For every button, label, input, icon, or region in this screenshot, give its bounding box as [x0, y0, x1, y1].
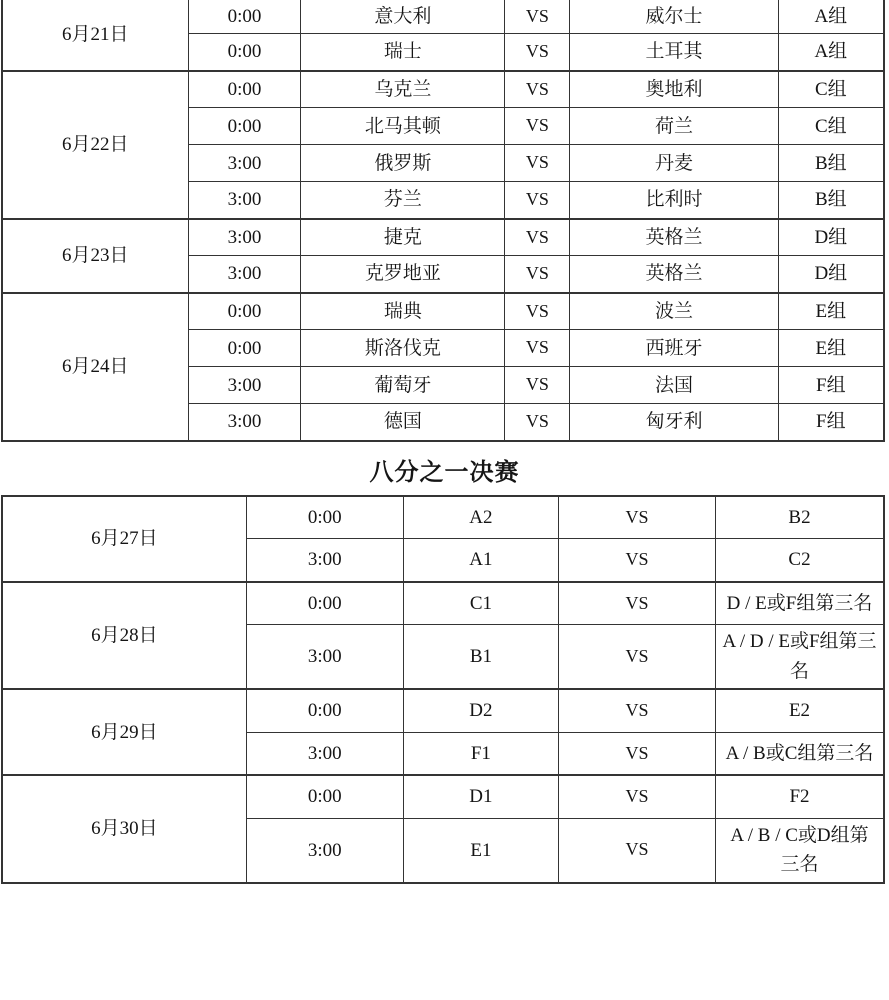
match-row	[2, 496, 884, 539]
away-team-cell: A / B或C组第三名	[716, 732, 885, 775]
group-cell: E组	[778, 293, 884, 330]
away-team-cell: 威尔士	[570, 0, 778, 34]
vs-cell: VS	[505, 71, 570, 108]
vs-cell: VS	[559, 539, 716, 582]
vs-cell: VS	[505, 330, 570, 367]
vs-cell: VS	[505, 404, 570, 441]
date-cell: 6月30日	[2, 775, 246, 882]
home-team-cell: 瑞典	[301, 293, 505, 330]
group-cell: F组	[778, 367, 884, 404]
group-cell: A组	[778, 34, 884, 71]
vs-cell: VS	[559, 732, 716, 775]
vs-cell: VS	[505, 293, 570, 330]
home-team-cell: F1	[403, 732, 558, 775]
date-cell: 6月29日	[2, 689, 246, 775]
time-cell: 0:00	[188, 34, 301, 71]
away-team-cell: 丹麦	[570, 145, 778, 182]
vs-cell: VS	[505, 0, 570, 34]
home-team-cell: B1	[403, 625, 558, 689]
home-team-cell: 克罗地亚	[301, 256, 505, 293]
away-team-cell: 奥地利	[570, 71, 778, 108]
away-team-cell: D / E或F组第三名	[716, 582, 885, 625]
home-team-cell: 瑞士	[301, 34, 505, 71]
home-team-cell: 北马其顿	[301, 108, 505, 145]
away-team-cell: E2	[716, 689, 885, 732]
away-team-cell: 土耳其	[570, 34, 778, 71]
time-cell: 3:00	[246, 732, 403, 775]
away-team-cell: 英格兰	[570, 256, 778, 293]
group-cell: A组	[778, 0, 884, 34]
vs-cell: VS	[559, 689, 716, 732]
vs-cell: VS	[505, 145, 570, 182]
match-row	[2, 689, 884, 732]
vs-cell: VS	[559, 582, 716, 625]
home-team-cell: C1	[403, 582, 558, 625]
time-cell: 0:00	[246, 775, 403, 818]
away-team-cell: 波兰	[570, 293, 778, 330]
home-team-cell: 德国	[301, 404, 505, 441]
home-team-cell: E1	[403, 818, 558, 882]
match-row	[2, 0, 884, 34]
vs-cell: VS	[505, 108, 570, 145]
match-row	[2, 775, 884, 818]
vs-cell: VS	[559, 496, 716, 539]
time-cell: 3:00	[188, 145, 301, 182]
group-cell: C组	[778, 108, 884, 145]
group-cell: D组	[778, 219, 884, 256]
vs-cell: VS	[559, 818, 716, 882]
round16-table	[1, 495, 885, 884]
away-team-cell: 荷兰	[570, 108, 778, 145]
match-row	[2, 582, 884, 625]
time-cell: 3:00	[188, 219, 301, 256]
home-team-cell: D2	[403, 689, 558, 732]
date-cell: 6月22日	[2, 71, 188, 219]
home-team-cell: A2	[403, 496, 558, 539]
home-team-cell: 俄罗斯	[301, 145, 505, 182]
vs-cell: VS	[505, 34, 570, 71]
group-cell: E组	[778, 330, 884, 367]
away-team-cell: 比利时	[570, 182, 778, 219]
match-row	[2, 71, 884, 108]
date-cell: 6月23日	[2, 219, 188, 293]
home-team-cell: A1	[403, 539, 558, 582]
time-cell: 0:00	[188, 293, 301, 330]
round16-title: 八分之一决赛	[369, 459, 520, 486]
group-cell: D组	[778, 256, 884, 293]
away-team-cell: 法国	[570, 367, 778, 404]
time-cell: 3:00	[188, 256, 301, 293]
away-team-cell: F2	[716, 775, 885, 818]
away-team-cell: A / B / C或D组第三名	[716, 818, 885, 882]
match-row	[2, 219, 884, 256]
time-cell: 0:00	[246, 496, 403, 539]
vs-cell: VS	[505, 219, 570, 256]
time-cell: 0:00	[246, 582, 403, 625]
date-cell: 6月27日	[2, 496, 246, 582]
date-cell: 6月28日	[2, 582, 246, 689]
date-cell: 6月24日	[2, 293, 188, 441]
vs-cell: VS	[505, 256, 570, 293]
home-team-cell: 芬兰	[301, 182, 505, 219]
away-team-cell: 匈牙利	[570, 404, 778, 441]
match-row	[2, 293, 884, 330]
vs-cell: VS	[505, 182, 570, 219]
time-cell: 0:00	[188, 71, 301, 108]
group-cell: C组	[778, 71, 884, 108]
away-team-cell: 英格兰	[570, 219, 778, 256]
home-team-cell: 乌克兰	[301, 71, 505, 108]
away-team-cell: A / D / E或F组第三名	[716, 625, 885, 689]
vs-cell: VS	[505, 367, 570, 404]
away-team-cell: C2	[716, 539, 885, 582]
away-team-cell: 西班牙	[570, 330, 778, 367]
time-cell: 3:00	[246, 539, 403, 582]
time-cell: 3:00	[188, 182, 301, 219]
group-cell: F组	[778, 404, 884, 441]
group-stage-table	[1, 0, 885, 442]
home-team-cell: 斯洛伐克	[301, 330, 505, 367]
home-team-cell: 捷克	[301, 219, 505, 256]
time-cell: 3:00	[188, 367, 301, 404]
group-cell: B组	[778, 182, 884, 219]
time-cell: 3:00	[246, 818, 403, 882]
away-team-cell: B2	[716, 496, 885, 539]
date-cell: 6月21日	[2, 0, 188, 71]
time-cell: 3:00	[188, 404, 301, 441]
time-cell: 0:00	[188, 108, 301, 145]
home-team-cell: 葡萄牙	[301, 367, 505, 404]
vs-cell: VS	[559, 775, 716, 818]
home-team-cell: 意大利	[301, 0, 505, 34]
group-cell: B组	[778, 145, 884, 182]
time-cell: 0:00	[188, 0, 301, 34]
time-cell: 3:00	[246, 625, 403, 689]
time-cell: 0:00	[188, 330, 301, 367]
home-team-cell: D1	[403, 775, 558, 818]
time-cell: 0:00	[246, 689, 403, 732]
vs-cell: VS	[559, 625, 716, 689]
